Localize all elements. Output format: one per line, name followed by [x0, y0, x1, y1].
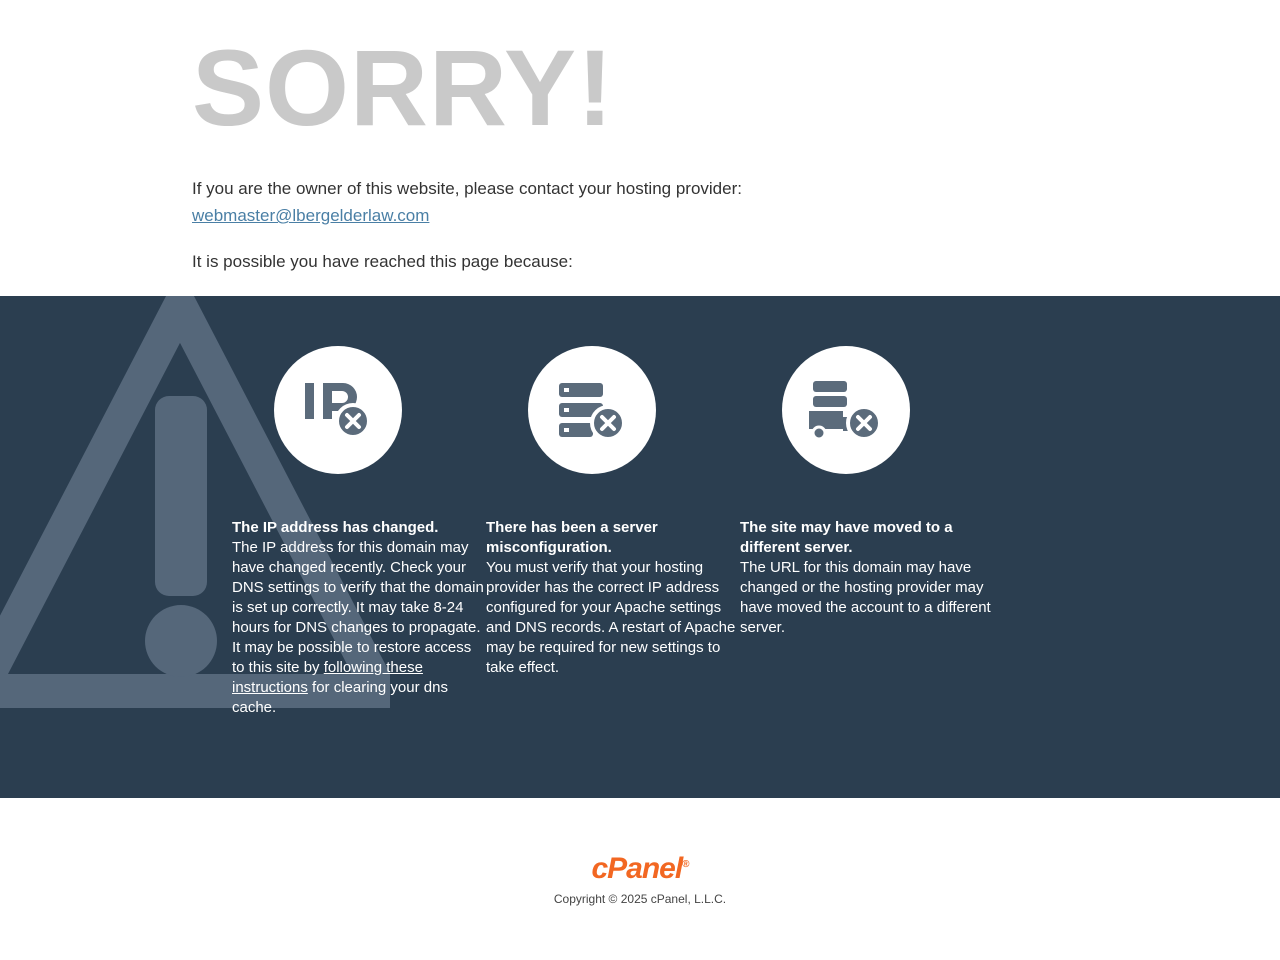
reason-title: There has been a server misconfiguration. [486, 519, 658, 556]
reason-body [232, 538, 486, 718]
registered-mark-icon: ® [682, 859, 689, 870]
reason-item [740, 346, 994, 718]
webmaster-email-link[interactable]: webmaster@lbergelderlaw.com [192, 206, 430, 225]
reason-title: The IP address has changed. [232, 519, 439, 536]
copyright-text: Copyright © 2025 cPanel, L.L.C. [553, 892, 727, 906]
reason-item [232, 346, 486, 718]
server-moved-icon [782, 346, 910, 474]
reason-body: The URL for this domain may have changed or the hosting provider may have moved the account to a different server. [740, 559, 991, 636]
dns-cache-instructions-link[interactable]: following these instructions [232, 659, 423, 696]
reasons-intro-text: It is possible you have reached this page because: [192, 252, 573, 271]
reason-item [486, 346, 740, 718]
reason-body: You must verify that your hosting provider has the correct IP address configured for your Apache settings and DNS records. A restart of Apache may be required for new settings to take effect. [486, 559, 736, 676]
reason-title: The site may have moved to a different server. [740, 519, 953, 556]
cpanel-logo [591, 850, 688, 884]
page-title: SORRY! [192, 27, 615, 148]
page-header [0, 0, 1280, 296]
reasons-columns [0, 296, 1280, 718]
reason-body-text-after: for clearing your dns cache. [232, 679, 448, 716]
page-footer [0, 798, 1280, 960]
owner-contact-text: If you are the owner of this website, please contact your hosting provider: [192, 179, 742, 198]
server-error-icon [528, 346, 656, 474]
reasons-panel [0, 296, 1280, 798]
reason-body-text: The IP address for this domain may have changed recently. Check your DNS settings to verify that the domain is set up correctly. It may take 8-24 hours for DNS changes to propagate. It may be possible to restore access to this site by [232, 539, 484, 676]
cpanel-logo-text: cPanel [591, 852, 683, 885]
ip-address-error-icon [274, 346, 402, 474]
